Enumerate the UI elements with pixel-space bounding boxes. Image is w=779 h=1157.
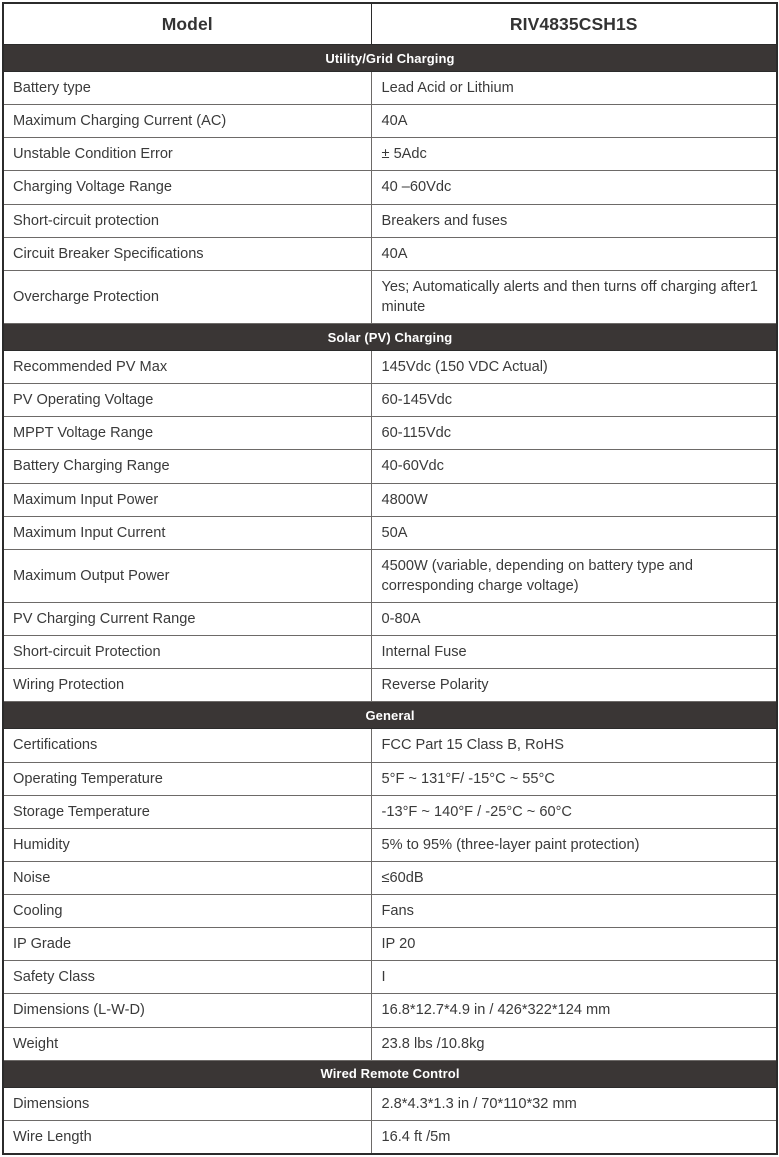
spec-value-cell: 40A <box>371 105 777 138</box>
spec-value-cell: 2.8*4.3*1.3 in / 70*110*32 mm <box>371 1087 777 1120</box>
spec-value-cell: 145Vdc (150 VDC Actual) <box>371 351 777 384</box>
table-body <box>3 3 777 1154</box>
spec-label-cell: Wire Length <box>3 1120 371 1154</box>
spec-label-cell: Maximum Input Current <box>3 516 371 549</box>
spec-value-cell: Fans <box>371 895 777 928</box>
spec-value-cell: 40 –60Vdc <box>371 171 777 204</box>
table-row <box>3 450 777 483</box>
table-row <box>3 1027 777 1060</box>
table-row <box>3 417 777 450</box>
section-header-row <box>3 702 777 729</box>
spec-value-cell: I <box>371 961 777 994</box>
table-row <box>3 961 777 994</box>
spec-value-cell: ≤60dB <box>371 861 777 894</box>
section-header-row <box>3 45 777 72</box>
spec-value-cell: 60-115Vdc <box>371 417 777 450</box>
table-row <box>3 603 777 636</box>
spec-value-cell: 60-145Vdc <box>371 384 777 417</box>
spec-value-cell: Reverse Polarity <box>371 669 777 702</box>
spec-label-cell: IP Grade <box>3 928 371 961</box>
table-row <box>3 204 777 237</box>
section-title: Solar (PV) Charging <box>3 324 777 351</box>
table-row <box>3 861 777 894</box>
table-row <box>3 516 777 549</box>
spec-value-cell: 16.4 ft /5m <box>381 1128 451 1145</box>
spec-label-cell: Short-circuit Protection <box>3 636 371 669</box>
spec-label-cell: MPPT Voltage Range <box>3 417 371 450</box>
spec-value-cell: Internal Fuse <box>371 636 777 669</box>
table-row <box>3 171 777 204</box>
spec-label-cell: Cooling <box>3 895 371 928</box>
spec-label-cell: Dimensions (L-W-D) <box>3 994 371 1027</box>
table-row <box>3 1087 777 1120</box>
table-header-row <box>3 3 777 45</box>
spec-value-cell: IP 20 <box>371 928 777 961</box>
spec-value-cell: 5°F ~ 131°F/ -15°C ~ 55°C <box>371 762 777 795</box>
table-row <box>3 895 777 928</box>
spec-value-cell: 0-80A <box>371 603 777 636</box>
table-row <box>3 928 777 961</box>
spec-label-cell: PV Operating Voltage <box>3 384 371 417</box>
spec-value-cell: 16.8*12.7*4.9 in / 426*322*124 mm <box>371 994 777 1027</box>
section-header-row <box>3 1060 777 1087</box>
spec-label-cell: Noise <box>3 861 371 894</box>
spec-label-cell: Maximum Output Power <box>3 549 371 602</box>
table-row <box>3 72 777 105</box>
spec-label-cell: Charging Voltage Range <box>3 171 371 204</box>
spec-value-cell: 50A <box>371 516 777 549</box>
spec-value-cell: -13°F ~ 140°F / -25°C ~ 60°C <box>371 795 777 828</box>
table-row <box>3 795 777 828</box>
spec-label-cell: Humidity <box>3 828 371 861</box>
spec-label-cell: Circuit Breaker Specifications <box>3 237 371 270</box>
spec-label-cell: Safety Class <box>3 961 371 994</box>
spec-value-cell: FCC Part 15 Class B, RoHS <box>371 729 777 762</box>
table-row <box>3 549 777 602</box>
table-row <box>3 483 777 516</box>
table-row <box>3 762 777 795</box>
spec-label-cell: Unstable Condition Error <box>3 138 371 171</box>
spec-label-cell: Operating Temperature <box>3 762 371 795</box>
spec-value-cell: 40A <box>371 237 777 270</box>
spec-value-cell: 4500W (variable, depending on battery type and corresponding charge voltage) <box>371 549 777 602</box>
table-row <box>3 994 777 1027</box>
section-header-row <box>3 324 777 351</box>
section-title: Utility/Grid Charging <box>3 45 777 72</box>
spec-label-cell: Storage Temperature <box>3 795 371 828</box>
table-row <box>3 669 777 702</box>
table-row <box>3 105 777 138</box>
table-row <box>3 828 777 861</box>
spec-value-cell: ± 5Adc <box>371 138 777 171</box>
spec-label-cell: PV Charging Current Range <box>3 603 371 636</box>
spec-label-cell: Recommended PV Max <box>3 351 371 384</box>
table-row <box>3 636 777 669</box>
spec-label-cell: Maximum Charging Current (AC) <box>3 105 371 138</box>
spec-label-cell: Weight <box>3 1027 371 1060</box>
table-row <box>3 384 777 417</box>
spec-value-cell: Yes; Automatically alerts and then turns off charging after1 minute <box>371 270 777 323</box>
section-title: Wired Remote Control <box>3 1060 777 1087</box>
spec-value-cell: 23.8 lbs /10.8kg <box>371 1027 777 1060</box>
spec-value-cell: Lead Acid or Lithium <box>371 72 777 105</box>
specifications-table <box>2 2 778 1155</box>
spec-value-cell: 40-60Vdc <box>371 450 777 483</box>
spec-label-cell: Short-circuit protection <box>3 204 371 237</box>
spec-label-cell: Overcharge Protection <box>3 270 371 323</box>
spec-label-cell: Certifications <box>3 729 371 762</box>
table-row <box>3 351 777 384</box>
spec-value-cell: Breakers and fuses <box>371 204 777 237</box>
header-value-cell: RIV4835CSH1S <box>371 3 777 45</box>
table-row <box>3 270 777 323</box>
spec-label-cell: Dimensions <box>3 1087 371 1120</box>
table-row <box>3 1120 777 1154</box>
spec-label-cell: Battery Charging Range <box>3 450 371 483</box>
table-row <box>3 138 777 171</box>
spec-label-cell: Maximum Input Power <box>3 483 371 516</box>
table-row <box>3 729 777 762</box>
spec-value-cell: 4800W <box>371 483 777 516</box>
header-label-cell: Model <box>3 3 371 45</box>
table-row <box>3 237 777 270</box>
spec-label-cell: Battery type <box>3 72 371 105</box>
spec-label-cell: Wiring Protection <box>3 669 371 702</box>
section-title: General <box>3 702 777 729</box>
spec-value-cell: 5% to 95% (three-layer paint protection) <box>371 828 777 861</box>
